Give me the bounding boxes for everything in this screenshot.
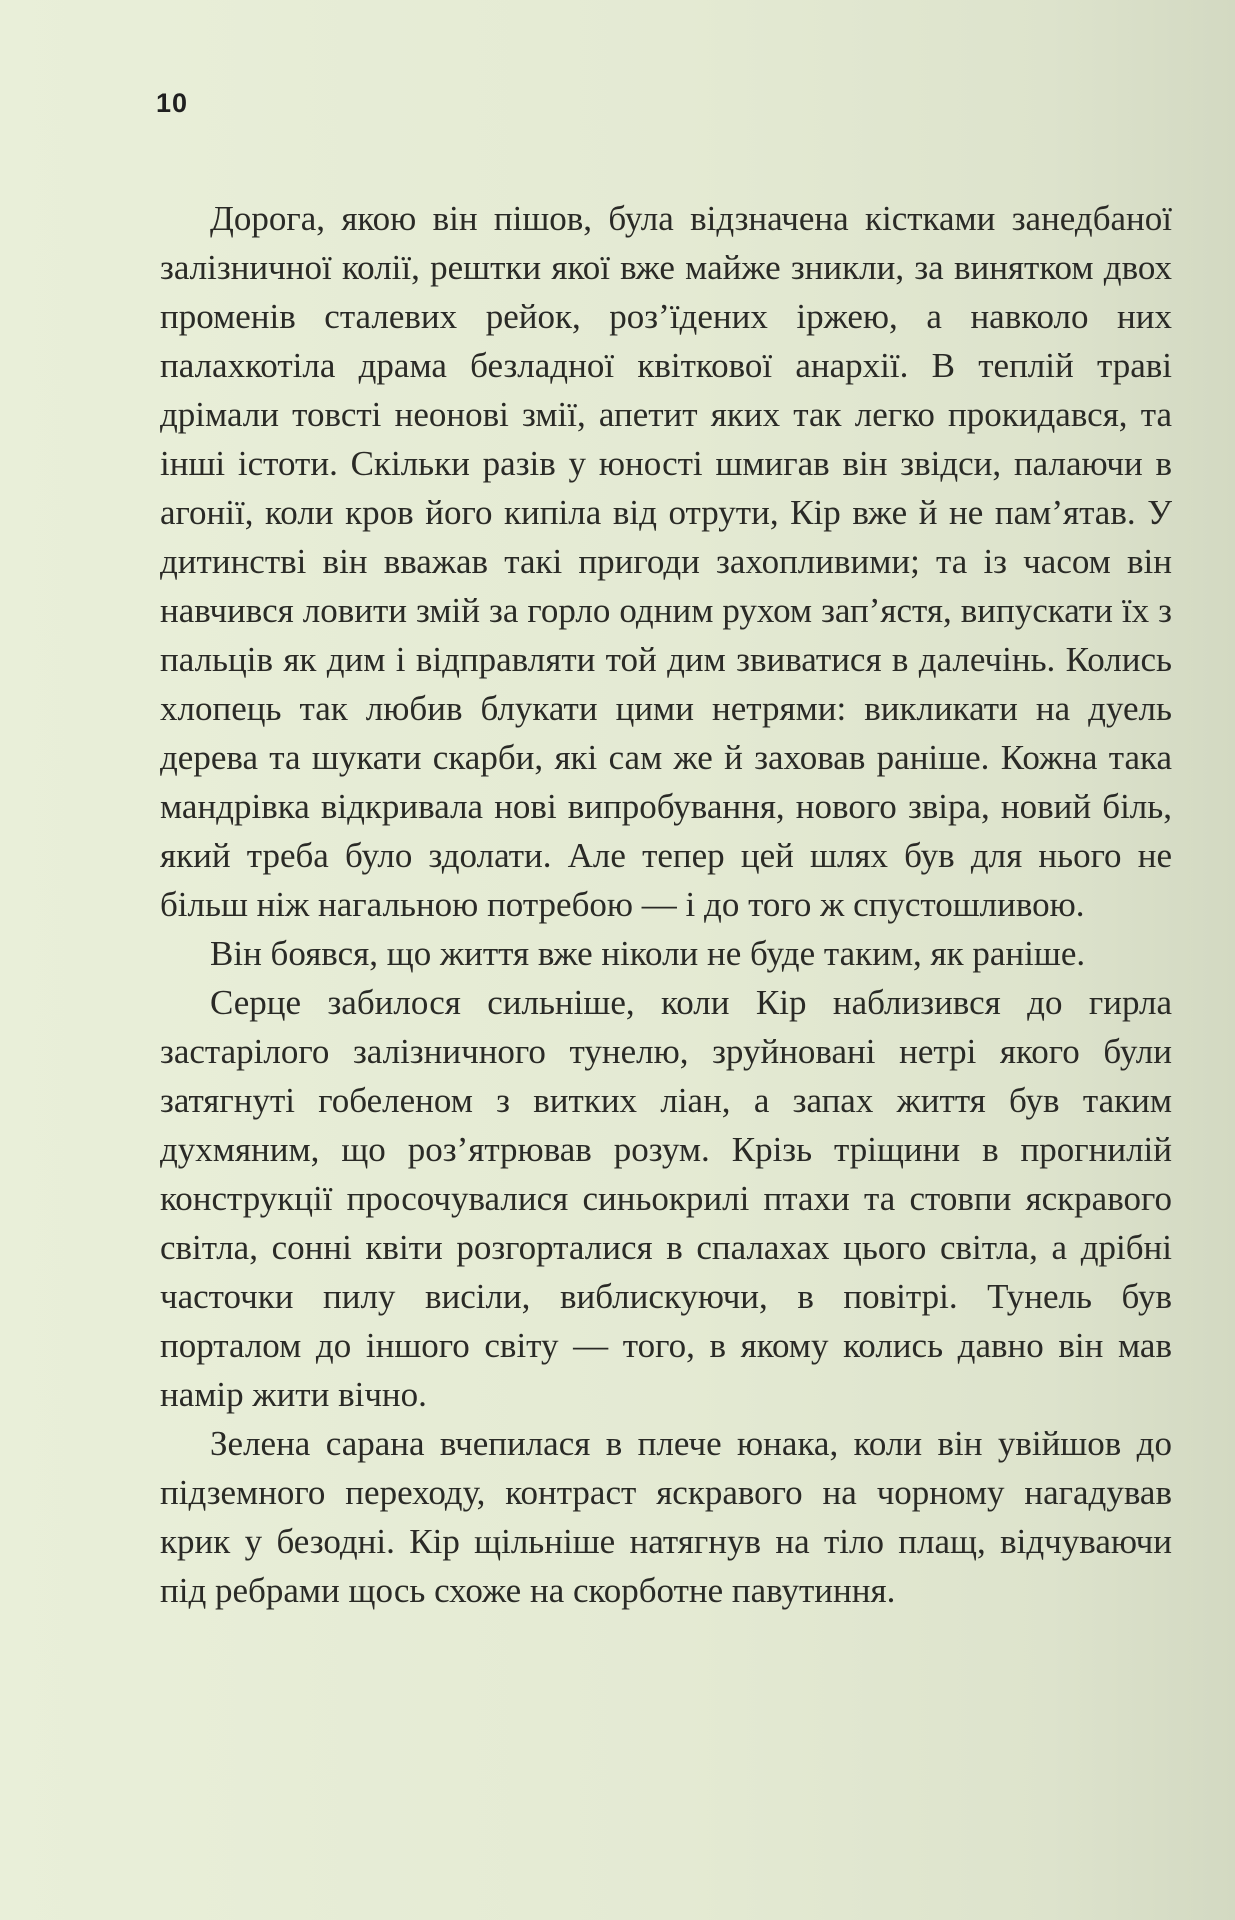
- paragraph-3: Серце забилося сильніше, коли Кір наблизився до гирла застарілого залізничного тунелю, зруйновані нетрі якого були затягнуті гобеленом з витких ліан, а запах життя був таким духмяним, що роз’ятрював розум. Крізь тріщини в прогнилій конструкції просочувалися синьокрилі птахи та стовпи яскравого світла, сонні квіти розгорталися в спалахах цього світла, а дрібні часточки пилу висіли, виблискуючи, в повітрі. Тунель був порталом до іншого світу — того, в якому колись давно він мав намір жити вічно.: [160, 983, 1172, 1414]
- paragraph-4: Зелена сарана вчепилася в плече юнака, коли він увійшов до підземного переходу, контраст яскравого на чорному нагадував крик у безодні. Кір щільніше натягнув на тіло плащ, відчуваючи під ребрами щось схоже на скорботне павутиння.: [160, 1424, 1172, 1610]
- page-number: 10: [156, 88, 189, 118]
- paragraph-2: Він боявся, що життя вже ніколи не буде таким, як раніше.: [210, 934, 1086, 973]
- body-text: [160, 194, 1172, 1615]
- paragraph-1: Дорога, якою він пішов, була відзначена кістками занедбаної залізничної колії, рештки якої вже майже зникли, за винятком двох променів сталевих рейок, роз’їдених іржею, а навколо них палахкотіла драма безладної квіткової анархії. В теплій траві дрімали товсті неонові змії, апетит яких так легко прокидався, та інші істоти. Скільки разів у юності шмигав він звідси, палаючи в агонії, коли кров його кипіла від отрути, Кір вже й не пам’ятав. У дитинстві він вважав такі пригоди захопливими; та із часом він навчився ловити змій за горло одним рухом зап’ястя, випускати їх з пальців як дим і відправляти той дим звиватися в далечінь. Колись хлопець так любив блукати цими нетрями: викликати на дуель дерева та шукати скарби, які сам же й заховав раніше. Кожна така мандрівка відкривала нові випробування, нового звіра, новий біль, який треба було здолати. Але тепер цей шлях був для нього не більш ніж нагальною потребою — і до того ж спустошливою.: [160, 199, 1172, 924]
